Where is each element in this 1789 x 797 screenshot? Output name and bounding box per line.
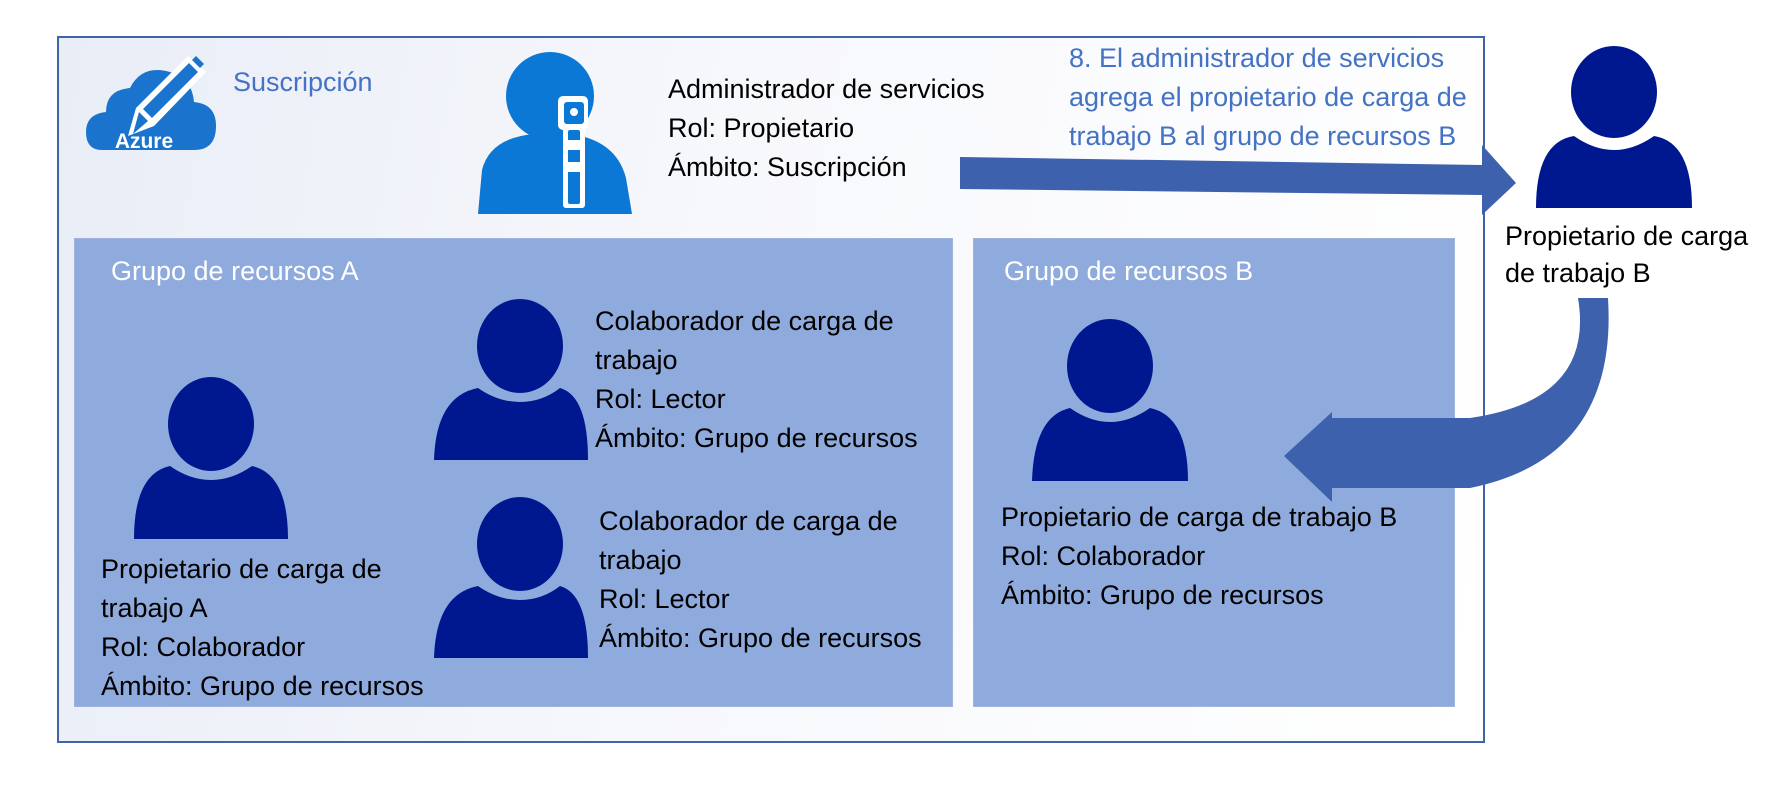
contributor-2-person-icon: [432, 494, 590, 658]
contributor-2-role: Rol: Lector: [599, 584, 730, 614]
external-owner-b-label: [1505, 218, 1748, 292]
step-note-line-3: trabajo B al grupo de recursos B: [1069, 121, 1457, 151]
external-owner-b-icon: [1532, 42, 1697, 208]
admin-with-key-icon: [478, 48, 638, 214]
curved-add-arrow: [1240, 290, 1620, 510]
owner-a-details: [101, 550, 424, 706]
contributor-2-scope: Ámbito: Grupo de recursos: [599, 623, 922, 653]
contributor-1-scope: Ámbito: Grupo de recursos: [595, 423, 918, 453]
contributor-1-details: [595, 302, 918, 458]
resource-group-a-title: Grupo de recursos A: [111, 256, 359, 286]
azure-logo-text: Azure: [114, 130, 174, 153]
owner-a-role: Rol: Colaborador: [101, 632, 306, 662]
contributor-2-line-1: Colaborador de carga de: [599, 506, 898, 536]
service-admin-scope: Ámbito: Suscripción: [668, 152, 907, 182]
owner-a-line-1: Propietario de carga de: [101, 554, 382, 584]
contributor-1-person-icon: [432, 296, 590, 460]
service-admin-role: Rol: Propietario: [668, 113, 855, 143]
owner-b-name: Propietario de carga de trabajo B: [1001, 502, 1398, 532]
contributor-1-line-1: Colaborador de carga de: [595, 306, 894, 336]
contributor-2-details: [599, 502, 922, 658]
service-admin-name: Administrador de servicios: [668, 74, 985, 104]
contributor-1-line-2: trabajo: [595, 345, 678, 375]
owner-a-line-2: trabajo A: [101, 593, 208, 623]
owner-b-details: [1001, 498, 1397, 615]
owner-b-role: Rol: Colaborador: [1001, 541, 1206, 571]
azure-cloud-pencil-icon: [84, 50, 224, 160]
contributor-2-line-2: trabajo: [599, 545, 682, 575]
owner-a-scope: Ámbito: Grupo de recursos: [101, 671, 424, 701]
external-owner-b-line-1: Propietario de carga: [1505, 221, 1749, 251]
step-note-line-2: agrega el propietario de carga de: [1069, 82, 1467, 112]
owner-b-person-icon: [1030, 316, 1190, 481]
step-note-line-1: 8. El administrador de servicios: [1069, 43, 1445, 73]
contributor-1-role: Rol: Lector: [595, 384, 726, 414]
subscription-label: Suscripción: [233, 67, 373, 97]
owner-a-person-icon: [132, 374, 290, 539]
resource-group-b-title: Grupo de recursos B: [1004, 256, 1254, 286]
step-note: [1069, 39, 1467, 156]
service-admin-details: [668, 70, 985, 187]
external-owner-b-line-2: de trabajo B: [1505, 258, 1651, 288]
owner-b-scope: Ámbito: Grupo de recursos: [1001, 580, 1324, 610]
assign-arrow: [960, 145, 1520, 225]
